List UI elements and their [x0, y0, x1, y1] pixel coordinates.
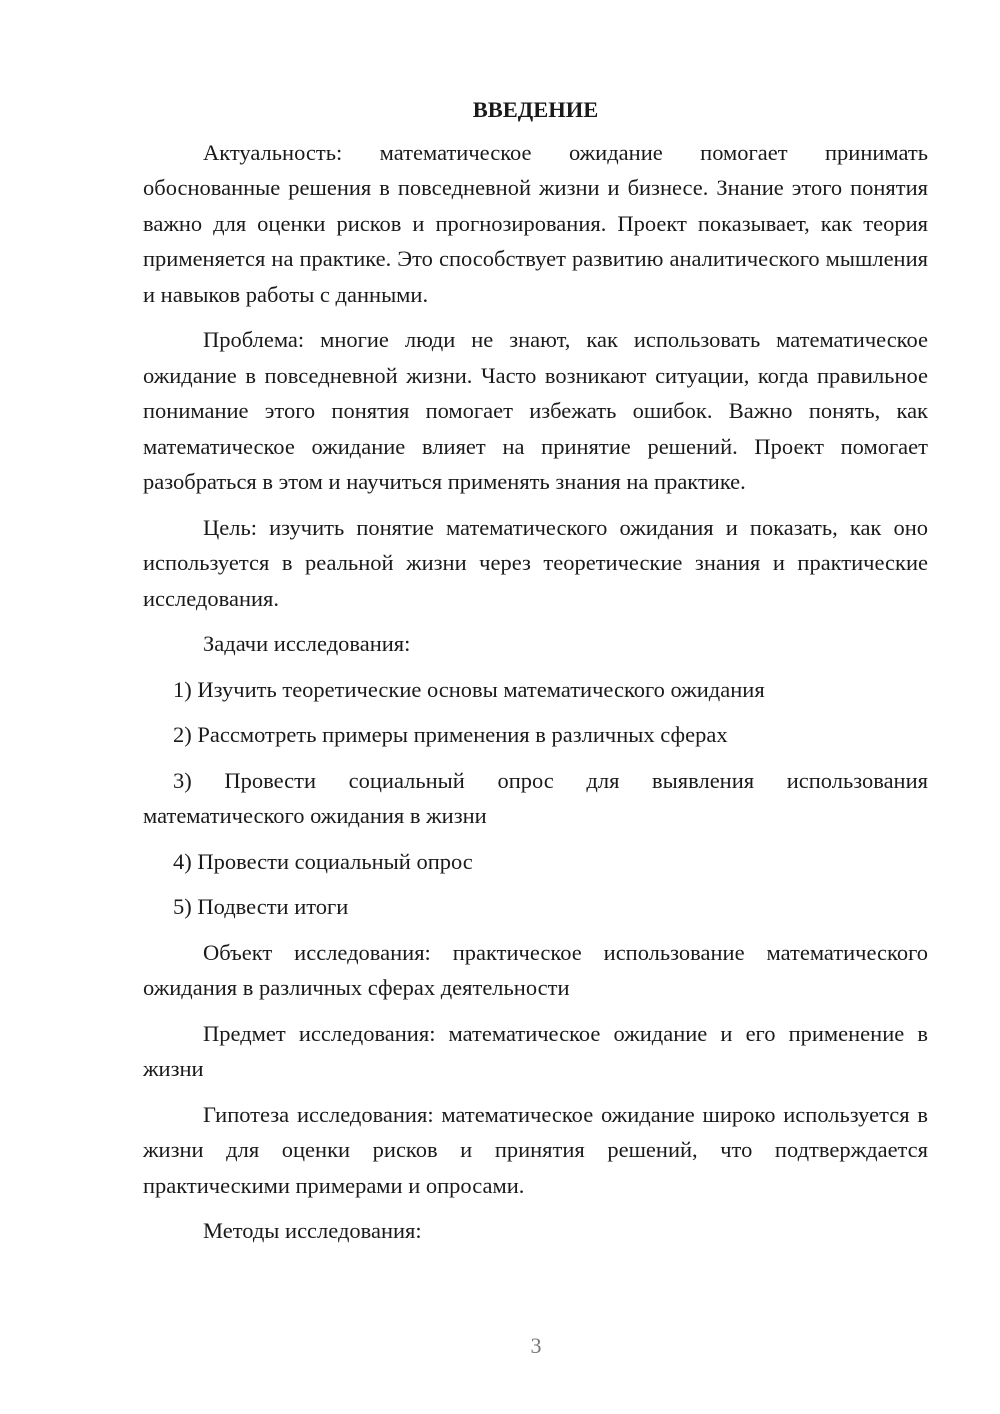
- list-item: 1) Изучить теоретические основы математического ожидания: [173, 676, 765, 702]
- paragraph-hypothesis: Гипотеза исследования: математическое ожидание широко используется в жизни для оценки рисков и принятия решений, что подтверждается практическими примерами и опросами.: [143, 1101, 928, 1198]
- paragraph-subject: Предмет исследования: математическое ожидание и его применение в жизни: [143, 1020, 928, 1081]
- methods-heading: Методы исследования:: [203, 1218, 422, 1243]
- paragraph-object: Объект исследования: практическое использование математического ожидания в различных сферах деятельности: [143, 939, 928, 1000]
- paragraph-goal: Цель: изучить понятие математического ожидания и показать, как оно используется в реальной жизни через теоретические знания и практические исследования.: [143, 514, 928, 611]
- list-item: 4) Провести социальный опрос: [173, 848, 473, 874]
- tasks-list: [143, 672, 928, 925]
- page-title: ВВЕДЕНИЕ: [472, 97, 599, 122]
- paragraph-problem: Проблема: многие люди не знают, как использовать математическое ожидание в повседневной жизни. Часто возникают ситуации, когда правильное понимание этого понятия помогает избежать ошибок. Важно понять, как математическое ожидание влияет на принятие решений. Проект помогает разобраться в этом и научиться применять знания на практике.: [143, 327, 928, 494]
- list-item: 5) Подвести итоги: [173, 894, 349, 919]
- list-item: 3) Провести социальный опрос для выявления использования математического ожидания в жизни: [143, 767, 928, 828]
- tasks-heading: Задачи исследования:: [203, 631, 411, 656]
- list-item: 2) Рассмотреть примеры применения в различных сферах: [173, 722, 728, 747]
- page-content: [143, 92, 928, 1259]
- paragraph-relevance: Актуальность: математическое ожидание помогает принимать обоснованные решения в повседневной жизни и бизнесе. Знание этого понятия важно для оценки рисков и прогнозирования. Проект показывает, как теория применяется на практике. Это способствует развитию аналитического мышления и навыков работы с данными.: [143, 139, 928, 307]
- page-number: 3: [530, 1333, 542, 1358]
